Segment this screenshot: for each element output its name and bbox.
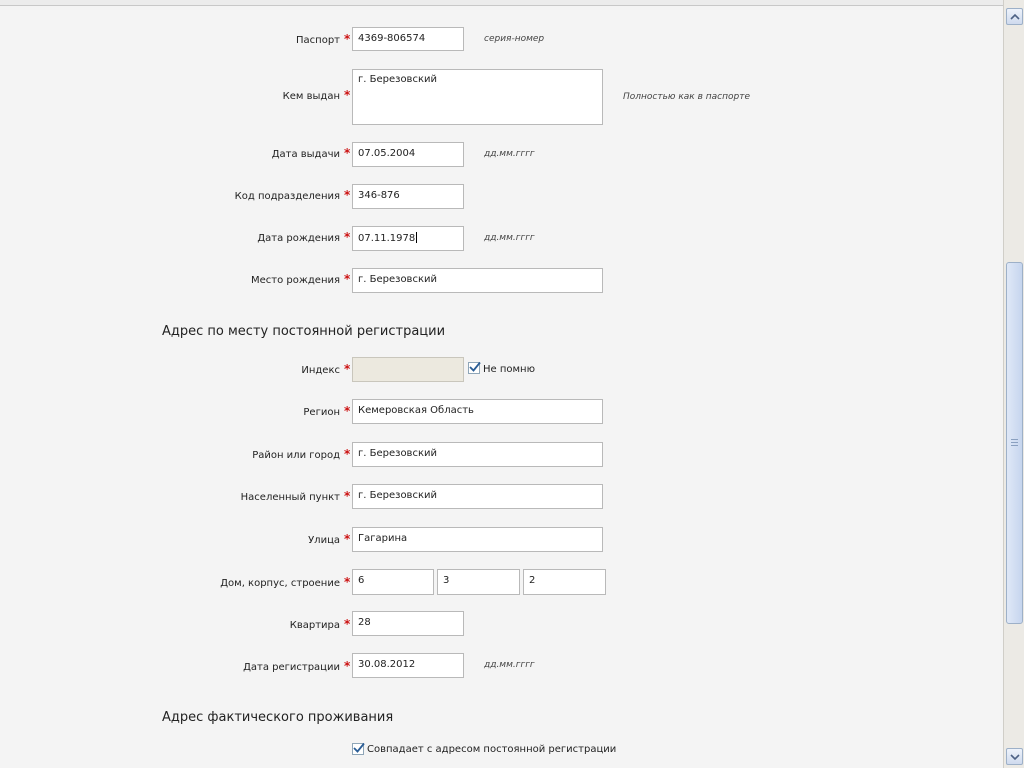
vertical-scrollbar[interactable] <box>1003 0 1024 768</box>
checkmark-icon <box>352 741 366 755</box>
locality-label-cell <box>0 485 340 511</box>
passport-number-hint: серия-номер <box>484 34 545 44</box>
birth-place-label-cell <box>0 268 340 294</box>
registration-address-title: Адрес по месту постоянной регистрации <box>162 324 446 339</box>
issue-date-label: Дата выдачи <box>271 149 340 160</box>
birth-date-value: 07.11.1978 <box>358 233 416 244</box>
street-label-cell <box>0 528 340 554</box>
apartment-label: Квартира <box>289 620 340 631</box>
text-caret <box>416 232 417 243</box>
issued-by-label-cell <box>0 84 340 110</box>
issued-by-label: Кем выдан <box>282 91 340 102</box>
required-mark: * <box>344 659 351 673</box>
registration-date-input[interactable]: 30.08.2012 <box>352 653 464 678</box>
locality-label: Населенный пункт <box>240 492 340 503</box>
birth-date-label-cell <box>0 226 340 252</box>
division-code-label: Код подразделения <box>234 191 340 202</box>
birth-place-label: Место рождения <box>251 275 340 286</box>
checkmark-icon <box>468 360 482 374</box>
district-city-label: Район или город <box>252 450 340 461</box>
apartment-input[interactable]: 28 <box>352 611 464 636</box>
division-code-input[interactable]: 346-876 <box>352 184 464 209</box>
locality-input[interactable]: г. Березовский <box>352 484 603 509</box>
scroll-up-button[interactable] <box>1006 8 1023 25</box>
same-as-registration-label[interactable]: Совпадает с адресом постоянной регистрации <box>367 744 617 755</box>
apartment-label-cell <box>0 613 340 639</box>
house-number-input[interactable]: 6 <box>352 569 434 595</box>
issue-date-input[interactable]: 07.05.2004 <box>352 142 464 167</box>
required-mark: * <box>344 88 351 102</box>
issue-date-label-cell <box>0 142 340 168</box>
index-label-cell <box>0 358 340 384</box>
registration-date-hint: дд.мм.гггг <box>484 660 535 670</box>
registration-date-label: Дата регистрации <box>243 662 340 673</box>
district-city-label-cell <box>0 443 340 469</box>
region-label-cell <box>0 400 340 426</box>
birth-date-input[interactable] <box>352 226 464 251</box>
required-mark: * <box>344 272 351 286</box>
chevron-up-icon <box>1010 13 1020 21</box>
required-mark: * <box>344 617 351 631</box>
scroll-down-button[interactable] <box>1006 748 1023 765</box>
required-mark: * <box>344 532 351 546</box>
street-input[interactable]: Гагарина <box>352 527 603 552</box>
index-label: Индекс <box>301 365 340 376</box>
chevron-down-icon <box>1010 753 1020 761</box>
dont-remember-label[interactable]: Не помню <box>483 364 536 375</box>
registration-date-label-cell <box>0 655 340 681</box>
region-input[interactable]: Кемеровская Область <box>352 399 603 424</box>
grip-icon <box>1011 439 1018 447</box>
division-code-label-cell <box>0 184 340 210</box>
actual-address-title: Адрес фактического проживания <box>162 710 394 725</box>
house-label: Дом, корпус, строение <box>220 578 340 589</box>
required-mark: * <box>344 362 351 376</box>
structure-input[interactable]: 2 <box>523 569 606 595</box>
passport-label-cell <box>0 28 340 54</box>
required-mark: * <box>344 575 351 589</box>
issue-date-hint: дд.мм.гггг <box>484 149 535 159</box>
issued-by-hint: Полностью как в паспорте <box>623 92 750 102</box>
house-label-cell <box>0 571 340 597</box>
required-mark: * <box>344 447 351 461</box>
birth-date-label: Дата рождения <box>257 233 340 244</box>
scrollbar-thumb[interactable] <box>1006 262 1023 624</box>
required-mark: * <box>344 188 351 202</box>
street-label: Улица <box>308 535 340 546</box>
required-mark: * <box>344 146 351 160</box>
dont-remember-checkbox[interactable] <box>468 362 480 374</box>
passport-label: Паспорт <box>296 35 340 46</box>
index-input <box>352 357 464 382</box>
required-mark: * <box>344 404 351 418</box>
birth-place-input[interactable]: г. Березовский <box>352 268 603 293</box>
birth-date-hint: дд.мм.гггг <box>484 233 535 243</box>
passport-number-input[interactable]: 4369-806574 <box>352 27 464 51</box>
required-mark: * <box>344 32 351 46</box>
district-city-input[interactable]: г. Березовский <box>352 442 603 467</box>
issued-by-textarea[interactable]: г. Березовский <box>352 69 603 125</box>
required-mark: * <box>344 489 351 503</box>
required-mark: * <box>344 230 351 244</box>
building-input[interactable]: 3 <box>437 569 520 595</box>
region-label: Регион <box>303 407 340 418</box>
same-as-registration-checkbox[interactable] <box>352 743 364 755</box>
